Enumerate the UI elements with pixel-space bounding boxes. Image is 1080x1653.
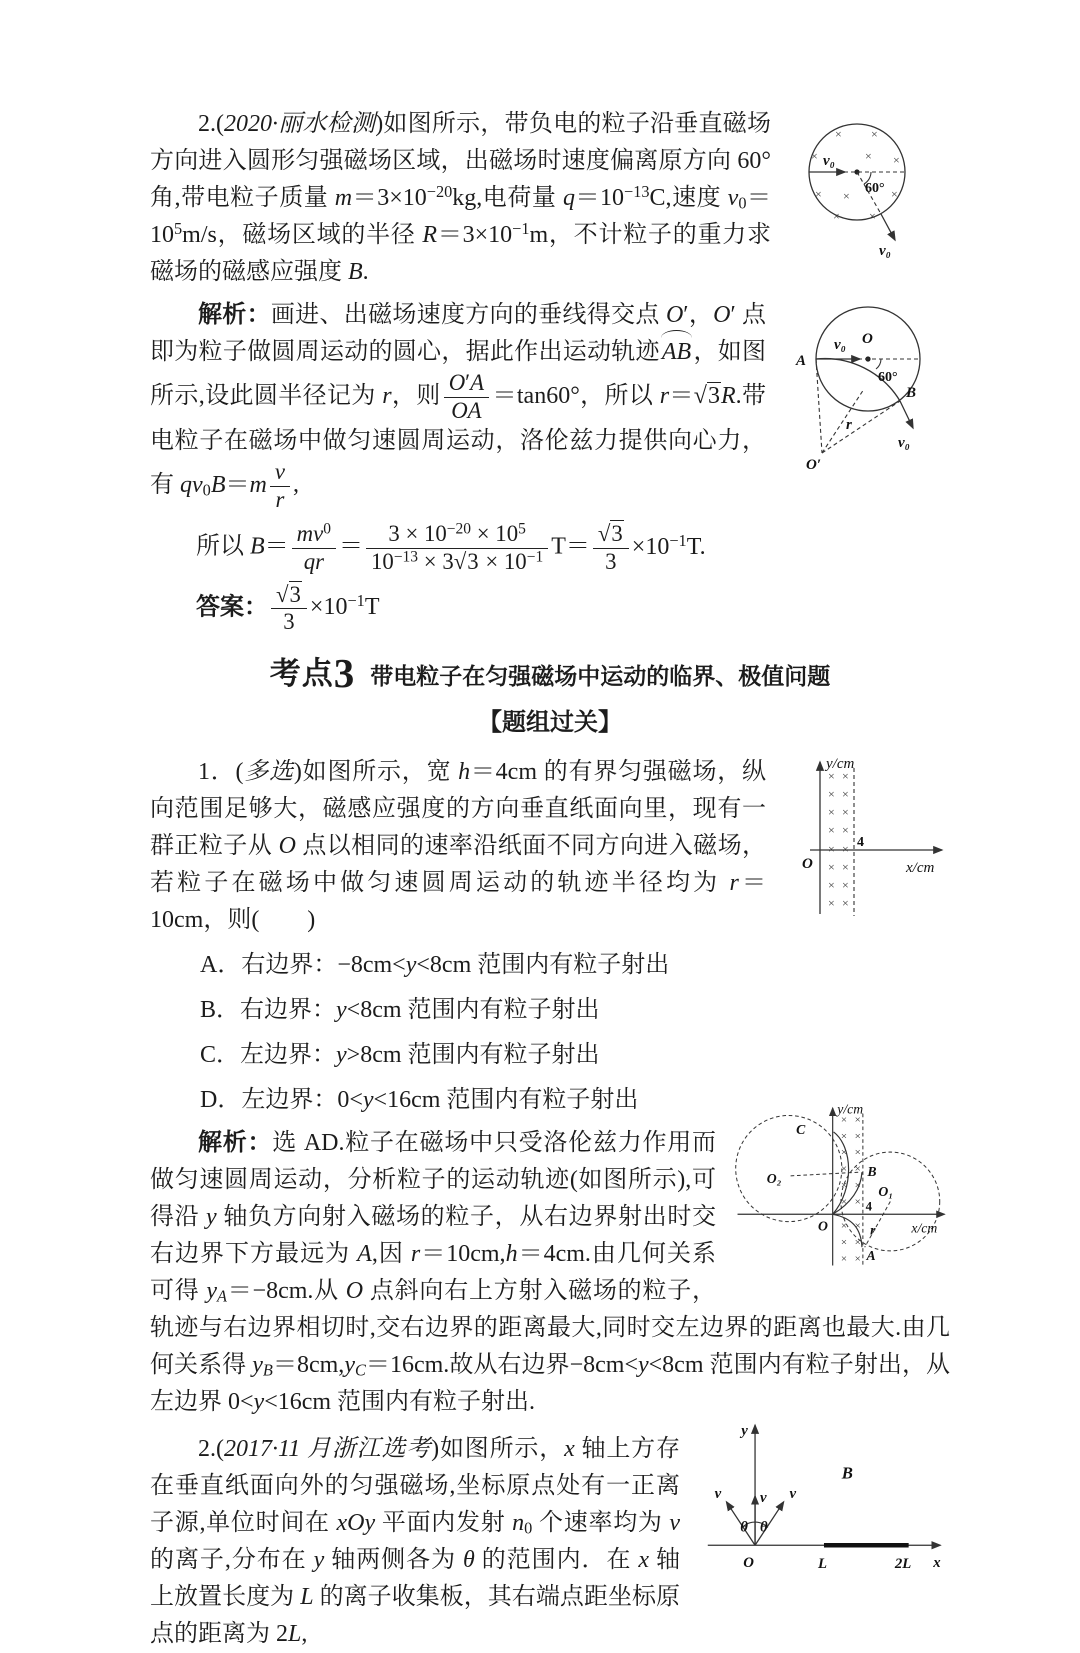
cross-symbol: ×	[854, 1146, 861, 1159]
solution-formula-line	[150, 522, 950, 574]
circular-field-diagram	[785, 108, 950, 258]
analysis-1-text-c: ,	[292, 471, 299, 498]
cross-symbol: ×	[840, 1236, 848, 1249]
cross-symbol: ×	[854, 1219, 861, 1232]
radius-dashed-OA	[816, 359, 822, 453]
cross-symbol: ×	[842, 877, 849, 892]
cross-symbol: ×	[815, 187, 822, 201]
plate-L-label: L	[818, 1555, 828, 1572]
exit-velocity-arrow	[900, 401, 913, 428]
question-1-options	[150, 947, 950, 1119]
subsection-heading: 【题组过关】	[478, 709, 622, 736]
fraction-numeric	[366, 522, 548, 574]
y-axis-label: y/cm	[837, 1101, 864, 1117]
answer-line	[150, 583, 950, 635]
analysis-2-text: 选 AD.粒子在磁场中只受洛伦兹力作用而做匀速圆周运动，分析粒子的运动轨迹(如图所示),可得沿 y 轴负方向射入磁场的粒子，从右边界射出时交右边界下方最远为 A,因 r＝10cm,h＝4cm.由几何关系可得 $y_A=-8cm$.从 O 点斜向右上方射入磁场的粒子，轨迹与右边界相切时,交右边界的距离最大,同时交左边界的距离也最大.由几何关系得 $y_B=8cm,y_C=16cm$.故从右边界−8cm<y<8cm 范围内有粒子射出，从左边界 0<y<16cm 范围内有粒子射出.	[150, 1129, 951, 1415]
figure-trajectory-construction	[780, 297, 950, 475]
cross-symbol: ×	[842, 841, 849, 856]
radius-dashed-mid	[822, 389, 864, 453]
figure-solution-circles	[730, 1099, 950, 1271]
radius-label: r	[870, 1222, 876, 1238]
fraction-denominator: 3	[283, 609, 295, 635]
cross-symbol: ×	[828, 804, 835, 819]
theta-label-right: θ	[759, 1519, 768, 1536]
entry-velocity-label: v₀	[834, 337, 846, 353]
analysis-label: 解析：	[198, 302, 271, 328]
point-Oprime-label: O′	[806, 457, 822, 473]
option-d: D．左边界：0<y<16cm 范围内有粒子射出	[200, 1086, 639, 1113]
left-trajectory-circle	[736, 1115, 842, 1221]
cross-symbol: ×	[840, 1146, 848, 1159]
fraction-denominator: qr	[303, 549, 324, 575]
cross-symbol: ×	[828, 768, 835, 783]
fraction-denominator: $10^{-13} \times 3√3 \times 10^{-1}$	[371, 548, 544, 575]
solution-circles-diagram	[730, 1099, 950, 1271]
tick-4-label: 4	[865, 1199, 873, 1214]
cross-symbol: ×	[842, 822, 849, 837]
exit-velocity-arrow	[881, 214, 895, 240]
analysis-2-paragraph	[150, 1101, 951, 1421]
formula-mid: T＝	[551, 534, 590, 561]
answer-label: 答案：	[196, 594, 268, 621]
origin-label: O	[818, 1218, 828, 1234]
x-axis-label: x/cm	[906, 859, 935, 876]
exit-velocity-label: v₀	[879, 243, 891, 259]
cross-symbol: ×	[828, 895, 835, 910]
cross-symbol: ×	[828, 822, 835, 837]
fraction-denominator: OA	[451, 397, 482, 423]
radius-label: r	[846, 417, 852, 433]
center-O2-label: O₂	[766, 1171, 782, 1187]
origin-label: O	[743, 1554, 754, 1571]
fraction-numerator: v	[270, 460, 290, 487]
question-2-paragraph	[150, 1422, 950, 1653]
fraction-sqrt3-3	[271, 583, 307, 635]
bounded-field-diagram	[780, 750, 950, 922]
x-axis-label: x	[933, 1554, 941, 1571]
problem-2-text: 2.(2020·丽水检测)如图所示，带负电的粒子沿垂直磁场方向进入圆形匀强磁场区域，出磁场时速度偏离原方向 60° 角,带电粒子质量 $m=3\times 10^{-20}kg$,电荷量 $q=10^{-13}C$,速度 $v_0=10^5m/s$，磁场区域的半径 $R=3\times 10^{-1}m$，不计粒子的重力求磁场的磁感应强度 B.	[150, 111, 772, 285]
point-A-label: A	[796, 353, 807, 369]
fraction-v-over-r	[270, 460, 290, 512]
cross-symbol: ×	[865, 149, 872, 163]
question-1-text: 1．(多选)如图所示，宽 h＝4cm 的有界匀强磁场，纵向范围足够大，磁感应强度的方向垂直纸面向里，现有一群正粒子从 O 点以相同的速率沿纸面不同方向进入磁场，若粒子在磁场中做匀速圆周运动的轨迹半径均为 r＝10cm，则( )	[150, 758, 767, 933]
angle-label: 60°	[878, 370, 898, 385]
section-number: 3	[333, 649, 355, 696]
cross-symbol: ×	[828, 841, 835, 856]
fraction-OA	[444, 371, 489, 423]
cross-symbol: ×	[842, 895, 849, 910]
angle-label: 60°	[865, 181, 885, 196]
field-B-label: B	[841, 1463, 853, 1483]
fraction-numerator: O′A	[444, 371, 489, 398]
cross-symbol: ×	[854, 1196, 861, 1209]
fraction-numerator: √3	[593, 522, 629, 549]
fraction-denominator: 3	[605, 549, 617, 575]
cross-symbol: ×	[854, 1113, 861, 1126]
cross-symbol: ×	[871, 127, 878, 141]
cross-symbol: ×	[854, 1163, 861, 1176]
tick-4-label: 4	[857, 834, 864, 850]
cross-symbol: ×	[835, 127, 842, 141]
entry-velocity-label: v₀	[823, 153, 835, 169]
fraction-numerator: √3	[271, 583, 307, 610]
cross-symbol: ×	[833, 209, 840, 223]
origin-label: O	[802, 855, 813, 872]
fraction-sqrt3-3	[593, 522, 629, 574]
option-b: B．右边界：y<8cm 范围内有粒子射出	[200, 996, 600, 1023]
point-O-label: O	[862, 331, 873, 347]
cross-symbol: ×	[828, 877, 835, 892]
cross-symbol: ×	[854, 1179, 861, 1192]
point-B-label: B	[906, 385, 917, 401]
theta-label-left: θ	[740, 1519, 748, 1536]
cross-symbol: ×	[843, 189, 850, 203]
analysis-1-paragraph	[150, 297, 950, 512]
option-c: C．左边界：y>8cm 范围内有粒子射出	[200, 1041, 600, 1068]
formula-tail: $\times 10^{-1}T$.	[631, 530, 706, 561]
radius-dashed-OB	[822, 401, 900, 453]
cross-symbol: ×	[840, 1130, 848, 1143]
x-axis-label: x/cm	[911, 1220, 938, 1236]
trajectory-construction-diagram	[780, 297, 950, 475]
figure-bounded-field	[780, 750, 950, 922]
cross-symbol: ×	[840, 1163, 848, 1176]
option-a: A．右边界：−8cm<y<8cm 范围内有粒子射出	[200, 951, 670, 978]
question-2-text: 2.(2017·11 月浙江选考)如图所示，x 轴上方存在垂直纸面向外的匀强磁场,坐标原点处有一正离子源,单位时间在 xOy 平面内发射 $n_0$ 个速率均为 v 的离子,分布在 y 轴两侧各为 θ 的范围内．在 x 轴上放置长度为 L 的离子收集板，其右端点距坐标原点的距离为 2L,	[150, 1435, 681, 1647]
cross-symbol: ×	[854, 1252, 861, 1265]
velocity-label-center: v	[759, 1489, 767, 1506]
cross-symbol: ×	[840, 1252, 848, 1265]
fraction-numerator: $mv^0$	[292, 522, 336, 549]
cross-symbol: ×	[891, 187, 898, 201]
cross-symbol: ×	[840, 1179, 848, 1192]
cross-symbol: ×	[840, 1113, 848, 1126]
cross-symbol: ×	[811, 149, 818, 163]
ion-source-diagram	[694, 1413, 950, 1583]
cross-symbol: ×	[842, 804, 849, 819]
figure-circular-field	[785, 108, 950, 258]
analysis-1-text-a: 画进、出磁场速度方向的垂线得交点 O′，O′ 点即为粒子做圆周运动的圆心，据此作出运动轨迹AB，如图所示,设此圆半径记为 r，则	[150, 302, 767, 409]
analysis-1-text-b: ＝tan60°，所以 r＝√3R.带电粒子在磁场中做匀速圆周运动，洛伦兹力提供向心力，有 $qv_0B=m$	[150, 382, 767, 500]
point-C-label: C	[796, 1121, 806, 1137]
section-badge: 考点	[269, 655, 334, 691]
section-heading	[150, 649, 950, 701]
question-1-paragraph	[150, 754, 950, 939]
cross-symbol: ×	[842, 786, 849, 801]
cross-symbol: ×	[842, 768, 849, 783]
point-A-label: A	[866, 1247, 876, 1263]
angle-arc	[876, 359, 881, 369]
center-O1-label: O₁	[878, 1183, 894, 1199]
answer-value: $\times 10^{-1}T$	[309, 591, 380, 621]
y-axis-label: y/cm	[826, 755, 855, 772]
point-B-label: B	[867, 1163, 877, 1179]
cross-symbol: ×	[840, 1196, 848, 1209]
cross-symbol: ×	[828, 859, 835, 874]
formula-equals: ＝	[339, 534, 364, 561]
cross-symbol: ×	[854, 1236, 861, 1249]
problem-2-paragraph	[150, 106, 950, 291]
y-axis-label: y	[741, 1422, 748, 1439]
velocity-label-left: v	[714, 1485, 722, 1502]
plate-2L-label: 2L	[894, 1555, 912, 1572]
cross-symbol: ×	[893, 153, 900, 167]
fraction-mv-qr	[292, 522, 336, 574]
cross-symbol: ×	[842, 859, 849, 874]
velocity-label-right: v	[789, 1485, 797, 1502]
cross-symbol: ×	[828, 786, 835, 801]
fraction-denominator: r	[275, 486, 285, 512]
section-title: 带电粒子在匀强磁场中运动的临界、极值问题	[370, 663, 831, 689]
cross-symbol: ×	[869, 209, 876, 223]
exit-velocity-label: v₀	[898, 435, 910, 451]
analysis-label: 解析：	[198, 1129, 273, 1156]
figure-ion-source	[694, 1413, 950, 1583]
cross-symbol: ×	[840, 1219, 848, 1232]
formula-intro: 所以 B＝	[196, 534, 289, 561]
fraction-numerator: $3 \times 10^{-20} \times 10^5$	[366, 522, 548, 549]
cross-symbol: ×	[854, 1130, 861, 1143]
